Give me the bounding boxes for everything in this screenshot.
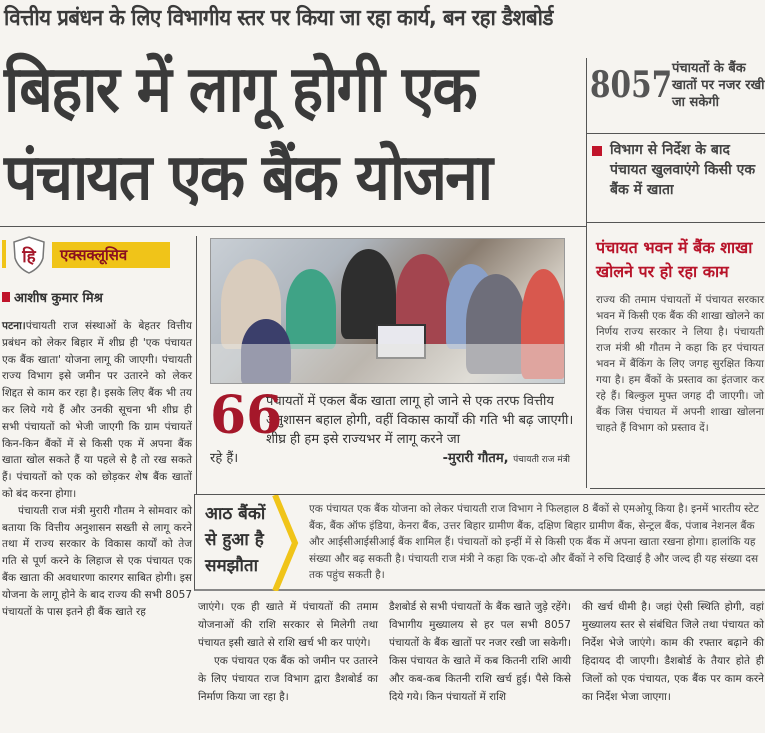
stat-callout (590, 60, 765, 130)
col1-divider (196, 236, 197, 494)
quote-mark-icon: 66 (210, 385, 283, 446)
kicker-headline: वित्तीय प्रबंधन के लिए विभागीय स्तर पर किया जा रहा कार्य, बन रहा डैशबोर्ड (4, 6, 553, 31)
headline-rule (0, 226, 586, 227)
byline-author: आशीष कुमार मिश्र (14, 291, 103, 306)
hindustan-shield-logo-icon (12, 236, 46, 274)
quote-attribution: -मुरारी गौतम, पंचायती राज मंत्री (442, 451, 570, 466)
side-story-title: पंचायत भवन में बैंक शाखा खोलने पर हो रहा काम (596, 238, 753, 281)
byline-square-icon (2, 292, 10, 302)
exclusive-badge (0, 236, 170, 272)
exclusive-bar (2, 240, 6, 268)
bullet-square-icon (592, 146, 602, 156)
headline-line-1: बिहार में लागू होगी एक (4, 53, 476, 127)
article-column-4: की खर्च धीमी है। जहां ऐसी स्थिति होगी, वहां मुख्यालय स्तर से संबंधित जिले तथा पंचायत को निर्देश भेजे जाएंगे। काम की रफ्तार बढ़ाने की हिदायद दी जाएगी। डैशबोर्ड के तैयार होते ही जिलों को एक पंचायत, एक बैंक पर काम करने का निर्देश भेजा जाएगा। (582, 601, 764, 703)
quote-tail-row (210, 449, 582, 470)
mou-title: आठ बैंकों से हुआ है समझौता (205, 504, 266, 576)
col1-paragraph-2: पंचायती राज मंत्री मुरारी गौतम ने सोमवार को बताया कि वित्तीय अनुशासन सख्ती से लागू करने तथा में राज्य सरकार के विकास कार्यों को तेज गति से पूर्ण करने के लिहाज से एक पंचायत एक बैंक खाता की अवधारणा कारगर साबित होगी। इस योजना के लागू होने के बाद राज्य की सभी 8057 पंचायतों के पास इतने ही बैंक खाते रह (2, 504, 192, 618)
headline-line-2: पंचायत एक बैंक योजना (4, 141, 492, 215)
side-story-body: राज्य की तमाम पंचायतों में पंचायत सरकार भवन में किसी एक बैंक की शाखा खोलने का निर्णय राज्य सरकार ने लिया है। पंचायती राज मंत्री श्री गौतम ने कहा कि हर पंचायत भवन में बैंकिंग के लिए जगह सुरक्षित किया गया है। हम बैंकों के प्रस्ताव का इंतजार कर रहे हैं। बिल्कुल मुफ्त जगह दी जाएगी। जो बैंक जिस पंचायत में अपनी शाखा खोलना चाहते हैं विभाग को प्रस्ताव दें। (596, 294, 764, 434)
quote-author-title: पंचायती राज मंत्री (513, 455, 570, 465)
byline (2, 288, 103, 306)
sidebar-divider (586, 58, 587, 488)
stat-number: 8057 (590, 64, 673, 106)
pull-quote (210, 385, 582, 470)
sidebar-rule-2 (586, 222, 765, 223)
article-column-2 (198, 598, 378, 706)
quote-tail: रहे हैं। (210, 451, 239, 466)
col2-paragraph-1: जाएंगे। एक ही खाते में पंचायतों की तमाम योजनाओं की राशि सरकार से मिलेगी तथा पंचायत इसी खाते से राशि खर्च भी कर पाएंगे। (198, 601, 378, 649)
main-headline (4, 46, 584, 222)
mou-box (194, 494, 765, 591)
stat-text: पंचायतों के बैंक खातों पर नजर रखी जा सकेगी (672, 61, 765, 110)
chevron-right-icon (271, 495, 301, 591)
sidebar-rule-3 (590, 488, 765, 489)
sidebar-rule-1 (586, 133, 765, 134)
bank-queue-photo (210, 238, 565, 384)
article-column-1 (2, 318, 192, 620)
article-column-3: डैशबोर्ड से सभी पंचायतों के बैंक खाते जुड़े रहेंगे। विभागीय मुख्यालय से हर पल सभी 8057 पंचायतों के बैंक खातों पर नजर रखी जा सकेगी। किस पंचायत के खाते में कब कितनी राशि आयी और कब-कब कितनी राशि खर्च हुई। पैसे किसे दिये गये। किन पंचायतों में राशि (389, 601, 571, 703)
exclusive-label: एक्सक्लूसिव (52, 242, 170, 268)
col2-paragraph-2: एक पंचायत एक बैंक को जमीन पर उतारने के लिए पंचायत राज विभाग द्वारा डैशबोर्ड का निर्माण किया जा रहा है। (198, 655, 378, 703)
sidebar-bullet (592, 140, 762, 200)
mou-text: एक पंचायत एक बैंक योजना को लेकर पंचायती राज विभाग ने फिलहाल 8 बैंकों से एमओयू किया है। इनमें भारतीय स्टेट बैंक, बैंक ऑफ इंडिया, केनरा बैंक, उत्तर बिहार ग्रामीण बैंक, दक्षिण बिहार ग्रामीण बैंक, सेन्ट्रल बैंक, पंजाब नेशनल बैंक और आईसीआईसीआई बैंक शामिल हैं। पंचायतों को इन्हीं में से किसी एक बैंक में अपना खाता रखना होगा। हालांकि यह संख्या और बढ़ सकती है। पंचायती राज मंत्री ने कहा कि एक-दो और बैंकों ने रुचि दिखाई है और जल्द ही यह संख्या दस तक पहुंच सकती है। (309, 503, 759, 581)
quote-text: पंचायतों में एकल बैंक खाता लागू हो जाने से एक तरफ वित्तीय अनुशासन बहाल होगी, वहीं विकास कार्यों की गति भी बढ़ जाएगी। शीघ्र ही हम इसे राज्यभर में लागू करने जा (266, 394, 574, 447)
bullet-text: विभाग से निर्देश के बाद पंचायत खुलवाएंगे किसी एक बैंक में खाता (610, 142, 756, 198)
dateline: पटना। (2, 320, 26, 332)
svg-text:हि: हि (22, 247, 36, 267)
col1-paragraph-1: पंचायती राज संस्थाओं के बेहतर वित्तीय प्रबंधन को लेकर बिहार में शीघ्र ही 'एक पंचायत एक बैंक खाता' योजना लागू की जाएगी। पंचायती राज्य विभाग इसे जमीन पर उतारने को लेकर शिद्दत से काम कर रहा है। इसके लिए बैंक भी तय कर लिये गये हैं और उनकी सूचना भी शीघ्र ही सभी पंचायतों को भेजी जाएगी कि ग्राम पंचायतें किन-किन बैंकों में से किसी एक में अपना बैंक खाता खोल सकते हैं या पहले से है तो रख सकते हैं। पंचायतों को एक को छोड़कर शेष बैंक खातों को बंद करना होगा। (2, 320, 192, 500)
